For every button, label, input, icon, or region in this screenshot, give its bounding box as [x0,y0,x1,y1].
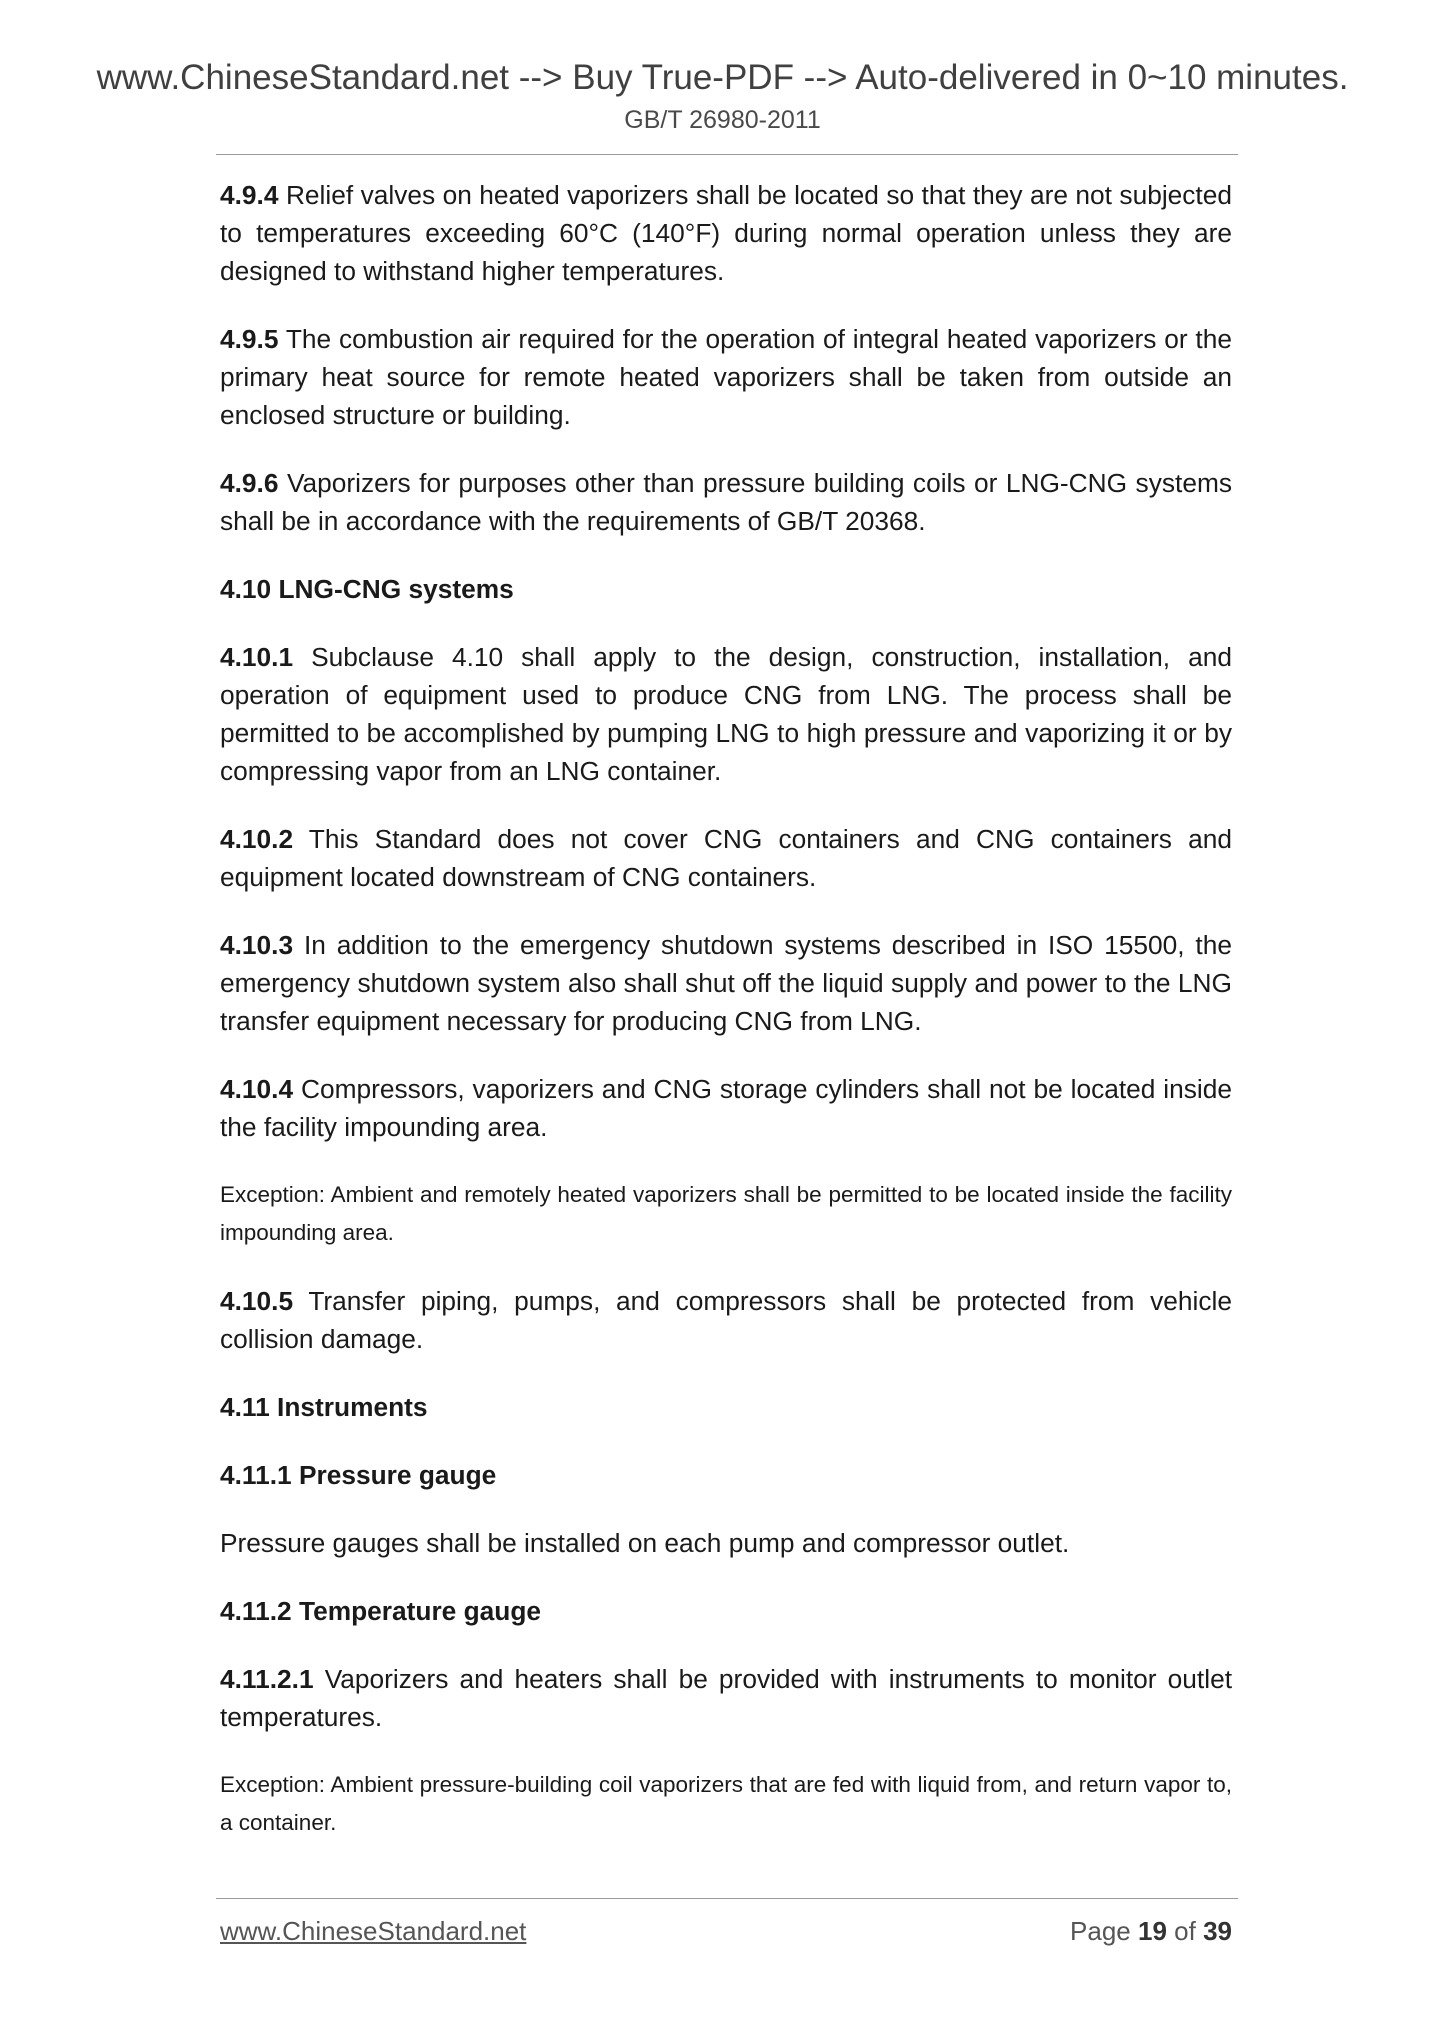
exception-note: Exception: Ambient pressure-building coil vaporizers that are fed with liquid from, and return vapor to, a container. [220,1772,1232,1835]
page-total: 39 [1203,1916,1232,1946]
clause-4-10-1 [220,638,1232,790]
standard-code: GB/T 26980-2011 [624,106,821,134]
clause-text: The combustion air required for the operation of integral heated vaporizers or the primary heat source for remote heated vaporizers shall be taken from outside an enclosed structure or building. [220,324,1232,430]
exception-note: Exception: Ambient and remotely heated vaporizers shall be permitted to be located inside the facility impounding area. [220,1182,1232,1245]
page-current: 19 [1138,1916,1167,1946]
page-of: of [1174,1916,1196,1946]
pressure-gauge-text [220,1524,1232,1562]
footer-site-link[interactable]: www.ChineseStandard.net [220,1916,527,1946]
clause-text: Vaporizers and heaters shall be provided with instruments to monitor outlet temperatures. [220,1664,1232,1732]
clause-number: 4.9.5 [220,324,279,354]
clause-text: Pressure gauges shall be installed on each pump and compressor outlet. [220,1528,1070,1558]
clause-4-10-3 [220,926,1232,1040]
clause-number: 4.9.6 [220,468,279,498]
clause-4-10-2 [220,820,1232,896]
clause-number: 4.11.2.1 [220,1664,314,1694]
header-divider [216,154,1238,155]
footer-divider [216,1898,1238,1899]
clause-4-9-4 [220,176,1232,290]
section-heading-4-11-2: 4.11.2 Temperature gauge [220,1596,542,1626]
section-heading-4-11: 4.11 Instruments [220,1392,428,1422]
page-label: Page [1070,1916,1131,1946]
clause-4-10-5 [220,1282,1232,1358]
document-body [220,176,1232,1872]
clause-4-9-6 [220,464,1232,540]
clause-text: Vaporizers for purposes other than pressure building coils or LNG-CNG systems shall be in accordance with the requirements of GB/T 20368. [220,468,1232,536]
clause-number: 4.10.3 [220,930,294,960]
page-number [1070,1916,1232,1947]
clause-number: 4.10.5 [220,1286,294,1316]
clause-text: Relief valves on heated vaporizers shall be located so that they are not subjected to temperatures exceeding 60°C (140°F) during normal operation unless they are designed to withstand higher temperatures. [220,180,1232,286]
clause-number: 4.10.2 [220,824,294,854]
clause-text: Transfer piping, pumps, and compressors shall be protected from vehicle collision damage. [220,1286,1232,1354]
clause-number: 4.10.4 [220,1074,294,1104]
clause-text: In addition to the emergency shutdown systems described in ISO 15500, the emergency shutdown system also shall shut off the liquid supply and power to the LNG transfer equipment necessary for producing CNG from LNG. [220,930,1232,1036]
clause-text: Subclause 4.10 shall apply to the design, construction, installation, and operation of equipment used to produce CNG from LNG. The process shall be permitted to be accomplished by pumping LNG to high pressure and vaporizing it or by compressing vapor from an LNG container. [220,642,1232,786]
clause-number: 4.9.4 [220,180,279,210]
clause-4-10-4 [220,1070,1232,1146]
clause-text: This Standard does not cover CNG containers and CNG containers and equipment located downstream of CNG containers. [220,824,1232,892]
section-heading-4-10: 4.10 LNG-CNG systems [220,574,514,604]
clause-number: 4.10.1 [220,642,294,672]
clause-4-9-5 [220,320,1232,434]
section-heading-4-11-1: 4.11.1 Pressure gauge [220,1460,497,1490]
clause-4-11-2-1 [220,1660,1232,1736]
clause-text: Compressors, vaporizers and CNG storage cylinders shall not be located inside the facility impounding area. [220,1074,1232,1142]
header-banner[interactable]: www.ChineseStandard.net --> Buy True-PDF --> Auto-delivered in 0~10 minutes. [96,58,1349,97]
